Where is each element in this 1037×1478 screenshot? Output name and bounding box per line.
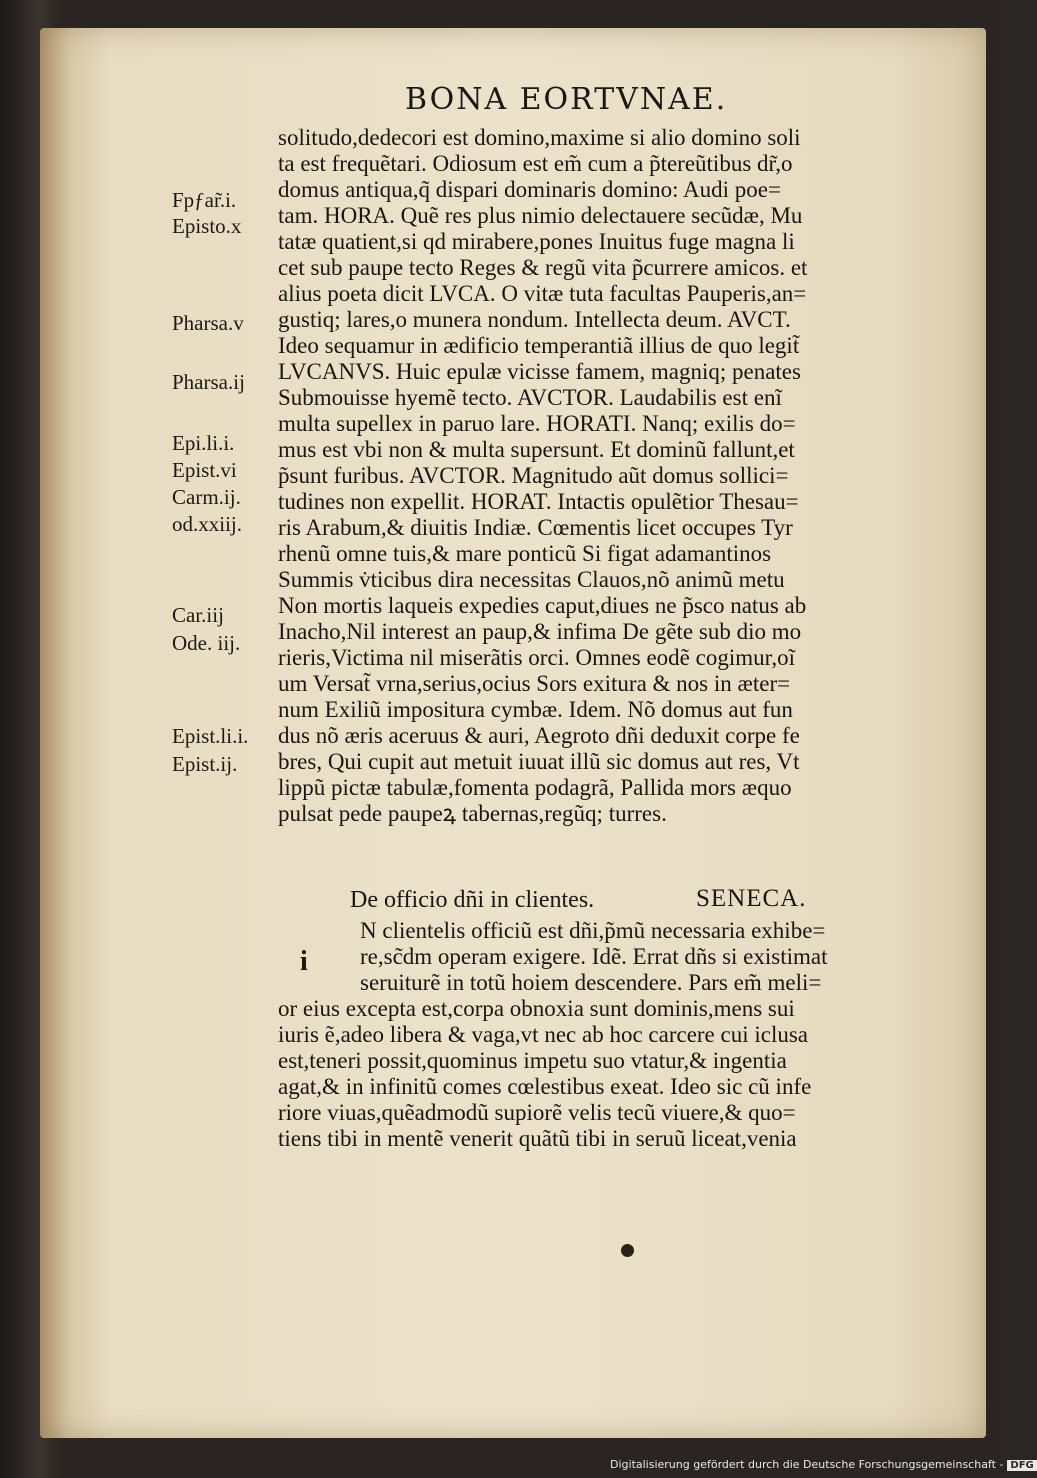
text-line: ta est frequẽtari. Odiosum est em̃ cum a p̃tereũtibus dr̃,o (278, 151, 793, 176)
margin-note: Pharsa.ij (172, 370, 245, 394)
text-line: solitudo,dedecori est domino,maxime si alio domino soli (278, 125, 801, 150)
text-line: domus antiqua,q̃ dispari dominaris domino: Audi poe= (278, 177, 781, 202)
text-line: rieris,Victima nil miserãtis orci. Omnes eodẽ cogimur,oĩ (278, 645, 795, 670)
text-line: N clientelis officiũ est dñi,p̃mũ necessaria exhibe= (360, 918, 826, 943)
text-line: tudines non expellit. HORAT. Intactis opulẽtior Thesau= (278, 489, 799, 514)
footer-text: Digitalisierung gefördert durch die Deutsche Forschungsgemeinschaft - (610, 1458, 1004, 1471)
text-line: Submouisse hyemẽ tecto. AVCTOR. Laudabilis est enĩ (278, 385, 782, 410)
text-line: Non mortis laqueis expedies caput,diues ne p̃sco natus ab (278, 593, 807, 618)
text-line: p̃sunt furibus. AVCTOR. Magnitudo aũt domus sollici= (278, 463, 789, 488)
initial-letter: i (300, 946, 308, 977)
margin-note: Pharsa.v (172, 311, 244, 335)
text-line: re,sc̃dm operam exigere. Idẽ. Errat dñs si existimat (360, 944, 828, 969)
margin-note: Epist.ij. (172, 752, 238, 776)
text-line: um Versat̃ vrna,serius,ocius Sors exitura & nos in æter= (278, 671, 791, 696)
footer-credit (610, 1458, 1034, 1474)
margin-note: Epist.vi (172, 458, 237, 482)
text-line: or eius excepta est,corpa obnoxia sunt dominis,mens sui (278, 996, 795, 1021)
text-line: pulsat pede paupeꝝ tabernas,regũq; turres. (278, 801, 667, 826)
margin-note: od.xxiij. (172, 512, 243, 536)
margin-note: Carm.ij. (172, 485, 241, 509)
text-line: iuris ẽ,adeo libera & vaga,vt nec ab hoc carcere cui iclusa (278, 1022, 809, 1047)
margin-note: Epi.li.i. (172, 431, 235, 455)
margin-note: Epist.li.i. (172, 724, 249, 748)
margin-note: Car.iij (172, 603, 224, 627)
text-line: tiens tibi in mentẽ venerit quãtũ tibi in seruũ liceat,venia (278, 1126, 797, 1151)
text-line: bres, Qui cupit aut metuit iuuat illũ sic domus aut res, Vt (278, 749, 800, 774)
text-line: mus est vbi non & multa supersunt. Et dominũ fallunt,et (278, 437, 795, 462)
text-line: multa supellex in paruo lare. HORATI. Nanq; exilis do= (278, 411, 796, 436)
margin-note: Episto.x (172, 214, 242, 238)
text-line: LVCANVS. Huic epulæ vicisse famem, magniq; penates (278, 359, 801, 384)
section-heading-title: De officio dñi in clientes. (350, 887, 595, 913)
margin-note: Fpƒar̃.i. (172, 188, 237, 212)
dfg-logo-icon: DFG (1007, 1460, 1036, 1471)
main-text-block (278, 125, 940, 827)
text-line: ris Arabum,& diuitis Indiæ. Cœmentis licet occupes Tyr (278, 515, 793, 540)
text-line: alius poeta dicit LVCA. O vitæ tuta facultas Pauperis,an= (278, 281, 807, 306)
text-line: dus nõ æris aceruus & auri, Aegroto dñi deduxit corpe fe (278, 723, 800, 748)
text-line: tatæ quatient,si qd mirabere,pones Inuitus fuge magna li (278, 229, 795, 254)
text-line: num Exiliũ impositura cymbæ. Idem. Nõ domus aut fun (278, 697, 793, 722)
text-line: est,teneri possit,quominus impetu suo vtatur,& ingentia (278, 1048, 787, 1073)
text-line: agat,& in infinitũ comes cœlestibus exeat. Ideo sic cũ infe (278, 1074, 812, 1099)
text-line: gustiq; lares,o munera nondum. Intellecta deum. AVCT. (278, 307, 791, 332)
text-line: tam. HORA. Quẽ res plus nimio delectauere secũdæ, Mu (278, 203, 803, 228)
ink-dot (621, 1244, 634, 1257)
text-line: cet sub paupe tecto Reges & regũ vita p̃currere amicos. et (278, 255, 808, 280)
text-line: rhenũ omne tuis,& mare ponticũ Si figat adamantinos (278, 541, 772, 566)
running-title: BONA EORTVNAE. (405, 82, 728, 117)
second-paragraph (278, 918, 940, 1152)
section-heading (350, 883, 910, 917)
section-heading-author: SENECA. (696, 885, 807, 912)
text-line: riore viuas,quẽadmodũ supiorẽ velis tecũ viuere,& quo= (278, 1100, 796, 1125)
text-line: Summis v̇ticibus dira necessitas Clauos,nõ animũ metu (278, 567, 785, 592)
text-line: seruiturẽ in totũ hoiem descendere. Pars em̃ meli= (360, 970, 822, 995)
margin-note: Ode. iij. (172, 631, 241, 655)
text-line: Inacho,Nil interest an paup,& infima De gẽte sub dio mo (278, 619, 802, 644)
text-line: Ideo sequamur in ædificio temperantiã illius de quo legit̃ (278, 333, 800, 358)
text-line: lippũ pictæ tabulæ,fomenta podagrã, Pallida mors æquo (278, 775, 792, 800)
